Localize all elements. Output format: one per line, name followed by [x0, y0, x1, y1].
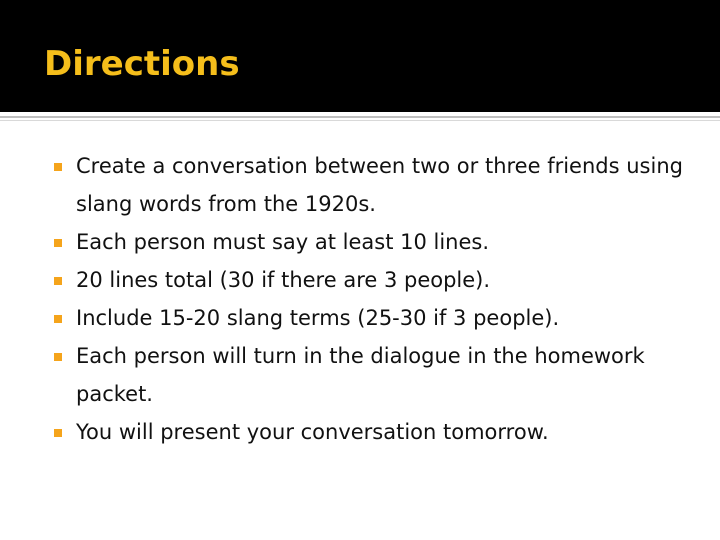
bullet-text: Each person must say at least 10 lines.: [76, 230, 490, 254]
square-bullet-icon: [54, 429, 62, 437]
divider-line: [0, 116, 720, 118]
bullet-item: [54, 261, 694, 299]
bullet-item: [54, 337, 694, 413]
bullet-item: [54, 223, 694, 261]
bullet-text: You will present your conversation tomorrow.: [76, 420, 549, 444]
slide-title: Directions: [44, 44, 240, 84]
square-bullet-icon: [54, 353, 62, 361]
square-bullet-icon: [54, 163, 62, 171]
square-bullet-icon: [54, 239, 62, 247]
square-bullet-icon: [54, 277, 62, 285]
bullet-text: Each person will turn in the dialogue in the homework packet.: [76, 344, 645, 406]
square-bullet-icon: [54, 315, 62, 323]
divider-line-secondary: [0, 120, 720, 121]
bullet-text: Include 15-20 slang terms (25-30 if 3 people).: [76, 306, 560, 330]
bullet-list: [54, 147, 694, 451]
bullet-item: [54, 413, 694, 451]
bullet-item: [54, 299, 694, 337]
title-bar: [0, 0, 720, 112]
bullet-item: [54, 147, 694, 223]
bullet-text: Create a conversation between two or three friends using slang words from the 1920s.: [76, 154, 683, 216]
bullet-text: 20 lines total (30 if there are 3 people).: [76, 268, 491, 292]
